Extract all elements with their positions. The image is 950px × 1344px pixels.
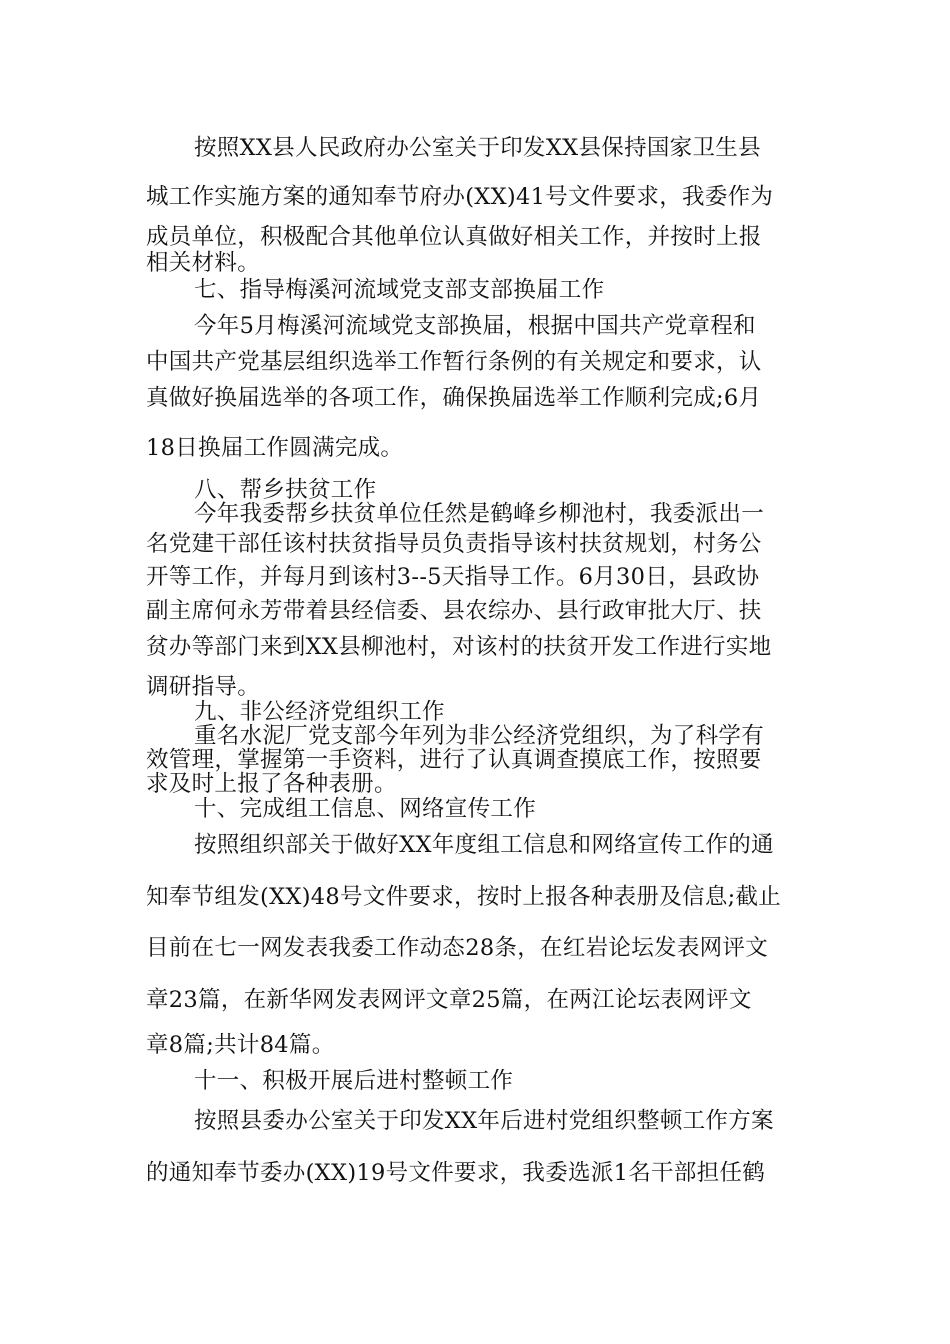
paragraph-line: 成员单位，积极配合其他单位认真做好相关工作，并按时上报	[146, 224, 762, 250]
paragraph-line: 的通知奉节委办(XX)19号文件要求，我委选派1名干部担任鹤	[146, 1160, 766, 1186]
paragraph-line: 今年5月梅溪河流域党支部换届，根据中国共产党章程和	[194, 313, 756, 339]
paragraph-line: 章8篇;共计84篇。	[146, 1032, 335, 1058]
paragraph-line: 效管理，掌握第一手资料，进行了认真调查摸底工作，按照要	[146, 747, 762, 773]
paragraph-line: 按照XX县人民政府办公室关于印发XX县保持国家卫生县	[194, 135, 761, 161]
paragraph-line: 副主席何永芳带着县经信委、县农综办、县行政审批大厅、扶	[146, 598, 762, 624]
section-heading: 十一、积极开展后进村整顿工作	[194, 1068, 514, 1094]
section-heading: 七、指导梅溪河流域党支部支部换届工作	[194, 277, 605, 303]
paragraph-line: 贫办等部门来到XX县柳池村，对该村的扶贫开发工作进行实地	[146, 634, 772, 660]
paragraph-line: 知奉节组发(XX)48号文件要求，按时上报各种表册及信息;截止	[146, 884, 782, 910]
paragraph-line: 名党建干部任该村扶贫指导员负责指导该村扶贫规划，村务公	[146, 531, 762, 557]
paragraph-line: 重名水泥厂党支部今年列为非公经济党组织，为了科学有	[194, 723, 765, 749]
paragraph-line: 真做好换届选举的各项工作，确保换届选举工作顺利完成;6月	[146, 385, 762, 411]
paragraph-line: 求及时上报了各种表册。	[146, 771, 397, 797]
paragraph-line: 目前在七一网发表我委工作动态28条，在红岩论坛发表网评文	[146, 935, 769, 961]
paragraph-line: 相关材料。	[146, 250, 261, 276]
section-heading: 十、完成组工信息、网络宣传工作	[194, 796, 537, 822]
paragraph-line: 今年我委帮乡扶贫单位任然是鹤峰乡柳池村，我委派出一	[194, 501, 765, 527]
paragraph-line: 开等工作，并每月到该村3--5天指导工作。6月30日，县政协	[146, 564, 760, 590]
section-heading: 九、非公经济党组织工作	[194, 699, 445, 725]
paragraph-line: 18日换届工作圆满完成。	[146, 435, 404, 461]
paragraph-line: 章23篇，在新华网发表网评文章25篇，在两江论坛表网评文	[146, 987, 752, 1013]
section-heading: 八、帮乡扶贫工作	[194, 477, 377, 503]
paragraph-line: 按照组织部关于做好XX年度组工信息和网络宣传工作的通	[194, 832, 774, 858]
paragraph-line: 调研指导。	[146, 674, 261, 700]
paragraph-line: 按照县委办公室关于印发XX年后进村党组织整顿工作方案	[194, 1108, 774, 1134]
paragraph-line: 城工作实施方案的通知奉节府办(XX)41号文件要求，我委作为	[146, 184, 774, 210]
paragraph-line: 中国共产党基层组织选举工作暂行条例的有关规定和要求，认	[146, 349, 762, 375]
